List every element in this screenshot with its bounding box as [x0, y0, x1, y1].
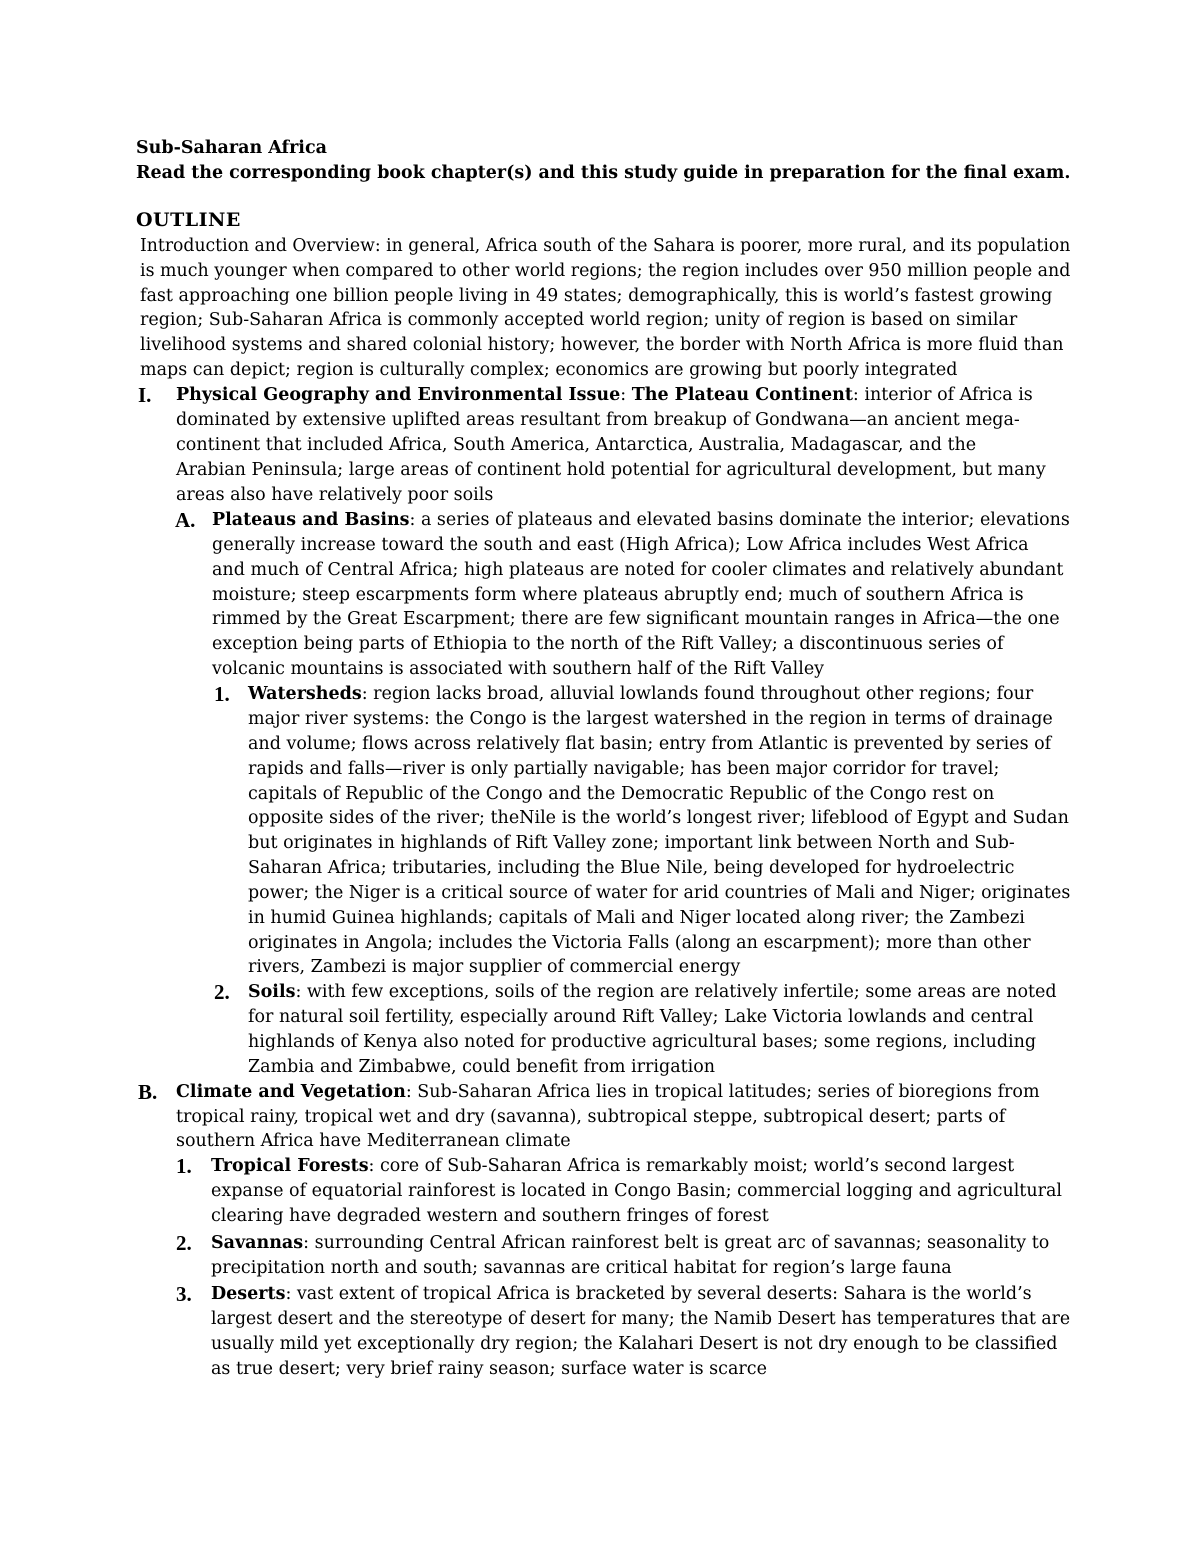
section-text: : a series of plateaus and elevated basins dominate the interior; elevations	[409, 510, 1070, 530]
section-label: Savannas	[211, 1233, 304, 1253]
section-line: for natural soil fertility, especially around Rift Valley; Lake Victoria lowlands and central	[248, 1007, 1034, 1027]
section-label: Deserts	[211, 1284, 286, 1304]
section-line: moisture; steep escarpments form where plateaus abruptly end; much of southern Africa is	[212, 585, 1024, 605]
intro-line: livelihood systems and shared colonial history; however, the border with North Africa is more fluid than	[140, 335, 1064, 355]
section-line: usually mild yet exceptionally dry region; the Kalahari Desert is not dry enough to be classified	[211, 1334, 1058, 1354]
section-text: : Sub-Saharan Africa lies in tropical latitudes; series of bioregions from	[405, 1082, 1040, 1102]
section-line: volcanic mountains is associated with southern half of the Rift Valley	[212, 659, 825, 679]
section-line: as true desert; very brief rainy season; surface water is scarce	[211, 1359, 767, 1379]
section-line: precipitation north and south; savannas are critical habitat for region’s large fauna	[211, 1258, 952, 1278]
section-line: and volume; flows across relatively flat basin; entry from Atlantic is prevented by series of	[248, 734, 1052, 754]
intro-line: maps can depict; region is culturally complex; economics are growing but poorly integrated	[140, 360, 958, 380]
section-line: and much of Central Africa; high plateaus are noted for cooler climates and relatively abundant	[212, 560, 1064, 580]
intro-line: fast approaching one billion people living in 49 states; demographically, this is world’s fastest growing	[140, 286, 1053, 306]
section-line: rimmed by the Great Escarpment; there are few significant mountain ranges in Africa—the one	[212, 609, 1060, 629]
list-marker: A.	[175, 508, 196, 532]
section-first-line	[211, 1282, 1032, 1306]
section-first-line: Physical Geography and Environmental Issue: The Plateau Continent: interior of Africa is	[176, 385, 1033, 405]
section-line: tropical rainy, tropical wet and dry (savanna), subtropical steppe, subtropical desert; parts of	[176, 1107, 1006, 1127]
section-first-line	[211, 1154, 1014, 1178]
section-sublabel: The Plateau Continent	[631, 385, 853, 405]
section-text: : with few exceptions, soils of the region are relatively infertile; some areas are noted	[295, 982, 1057, 1002]
section-line: generally increase toward the south and east (High Africa); Low Africa includes West Africa	[212, 535, 1029, 555]
list-marker: B.	[138, 1080, 158, 1104]
section-line: continent that included Africa, South America, Antarctica, Australia, Madagascar, and the	[176, 435, 977, 455]
section-line: exception being parts of Ethiopia to the north of the Rift Valley; a discontinuous series of	[212, 634, 1004, 654]
section-line: Arabian Peninsula; large areas of continent hold potential for agricultural development, but many	[176, 460, 1046, 480]
section-line: largest desert and the stereotype of desert for many; the Namib Desert has temperatures that are	[211, 1309, 1071, 1329]
section-text: : region lacks broad, alluvial lowlands found throughout other regions; four	[361, 684, 1034, 704]
list-marker: 1.	[214, 682, 230, 706]
intro-line: is much younger when compared to other world regions; the region includes over 950 million people and	[140, 261, 1071, 281]
list-marker: 2.	[176, 1231, 192, 1255]
section-line: major river systems: the Congo is the largest watershed in the region in terms of drainage	[248, 709, 1053, 729]
section-line: originates in Angola; includes the Victoria Falls (along an escarpment); more than other	[248, 933, 1031, 953]
section-label: Plateaus and Basins	[212, 510, 410, 530]
section-line: but originates in highlands of Rift Valley zone; important link between North and Sub-	[248, 833, 1015, 853]
section-first-line	[211, 1231, 1049, 1255]
section-text: : core of Sub-Saharan Africa is remarkably moist; world’s second largest	[368, 1156, 1015, 1176]
section-text: : surrounding Central African rainforest belt is great arc of savannas; seasonality to	[303, 1233, 1050, 1253]
section-label: Physical Geography and Environmental Issue	[176, 385, 621, 405]
outline-heading: OUTLINE	[136, 209, 241, 231]
intro-line: region; Sub-Saharan Africa is commonly accepted world region; unity of region is based on similar	[140, 310, 1018, 330]
section-label: Watersheds	[248, 684, 362, 704]
section-line: in humid Guinea highlands; capitals of Mali and Niger located along river; the Zambezi	[248, 908, 1025, 928]
section-line: southern Africa have Mediterranean climate	[176, 1131, 571, 1151]
list-marker: 2.	[214, 980, 230, 1004]
section-line: power; the Niger is a critical source of water for arid countries of Mali and Niger; originates	[248, 883, 1071, 903]
list-marker: 3.	[176, 1282, 192, 1306]
list-marker: I.	[138, 383, 152, 407]
section-first-line	[212, 508, 1070, 532]
section-line: Saharan Africa; tributaries, including the Blue Nile, being developed for hydroelectric	[248, 858, 1015, 878]
section-text: : interior of Africa is	[852, 385, 1033, 405]
section-line: opposite sides of the river; theNile is the world’s longest river; lifeblood of Egypt and Sudan	[248, 808, 1069, 828]
section-line: areas also have relatively poor soils	[176, 485, 494, 505]
section-line: rapids and falls—river is only partially navigable; has been major corridor for travel;	[248, 759, 1000, 779]
section-line: highlands of Kenya also noted for productive agricultural bases; some regions, including	[248, 1032, 1037, 1052]
section-line: capitals of Republic of the Congo and the Democratic Republic of the Congo rest on	[248, 784, 995, 804]
list-marker: 1.	[176, 1154, 192, 1178]
section-line: clearing have degraded western and southern fringes of forest	[211, 1206, 769, 1226]
section-text: : vast extent of tropical Africa is bracketed by several deserts: Sahara is the world’s	[285, 1284, 1032, 1304]
section-line: dominated by extensive uplifted areas resultant from breakup of Gondwana—an ancient mega-	[176, 410, 1020, 430]
document-subtitle: Read the corresponding book chapter(s) and this study guide in preparation for the final exam.	[136, 163, 1071, 183]
intro-line: Introduction and Overview: in general, Africa south of the Sahara is poorer, more rural, and its population	[140, 236, 1071, 256]
section-label: Soils	[248, 982, 296, 1002]
section-first-line	[248, 682, 1033, 706]
section-label: Tropical Forests	[211, 1156, 369, 1176]
document-title: Sub-Saharan Africa	[136, 138, 327, 158]
section-first-line	[176, 1080, 1040, 1104]
section-label: Climate and Vegetation	[176, 1082, 406, 1102]
section-line: expanse of equatorial rainforest is located in Congo Basin; commercial logging and agricultural	[211, 1181, 1063, 1201]
section-first-line	[248, 980, 1057, 1004]
section-line: Zambia and Zimbabwe, could benefit from irrigation	[248, 1057, 716, 1077]
section-line: rivers, Zambezi is major supplier of commercial energy	[248, 957, 741, 977]
